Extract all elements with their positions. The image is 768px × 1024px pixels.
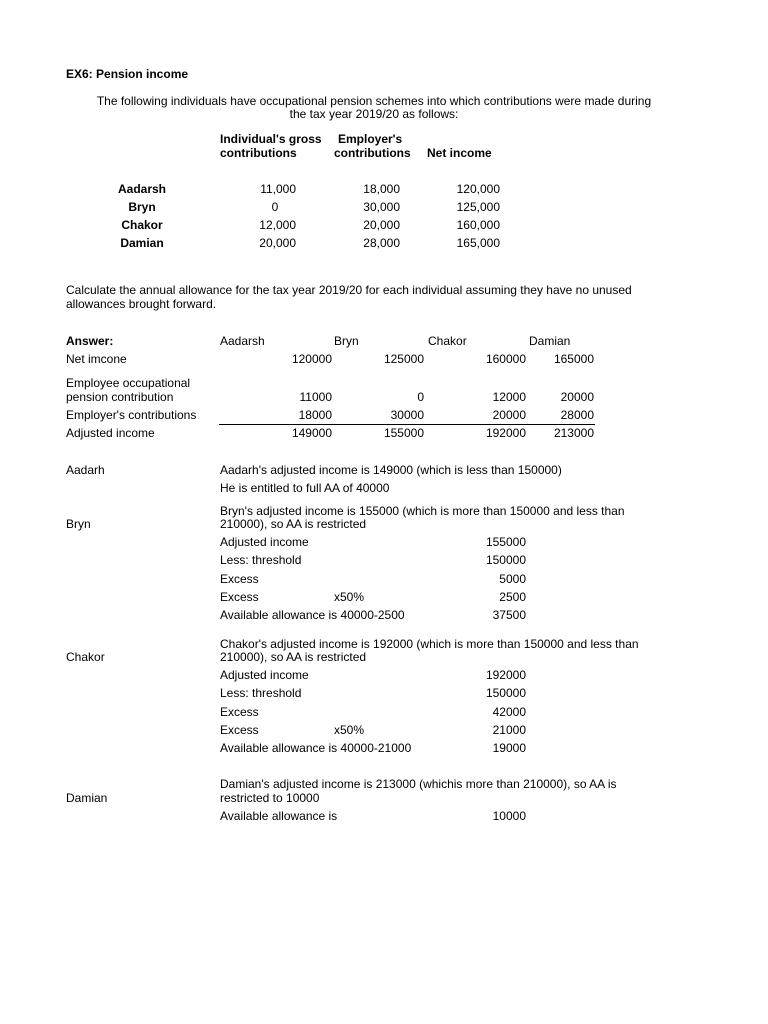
answer-cell: 149000 [291, 426, 332, 440]
answer-cell: 160000 [485, 352, 526, 366]
table1-employer: 20,000 [363, 218, 400, 232]
working-chakor-line-1: Chakor's adjusted income is 192000 (which is more than 150000 and less than [220, 637, 639, 651]
header-net-income: Net income [427, 146, 492, 160]
row-label-net-income: Net imcone [66, 352, 127, 366]
answer-cell: 0 [417, 390, 424, 404]
row-label-employer-contributions: Employer's contributions [66, 408, 197, 422]
answer-cell: 28000 [560, 408, 594, 422]
working-aadarsh-line-2: He is entitled to full AA of 40000 [220, 481, 390, 495]
answer-cell: 20000 [560, 390, 594, 404]
working-row-value: 2500 [499, 590, 526, 604]
table1-net: 125,000 [456, 200, 500, 214]
answer-col-damian: Damian [529, 334, 571, 348]
table1-net: 160,000 [456, 218, 500, 232]
working-row-label: Less: threshold [220, 553, 302, 567]
header-employer-line-1: Employer's [338, 132, 403, 146]
working-name-damian: Damian [66, 791, 108, 805]
table1-name: Damian [120, 236, 164, 250]
row-label-employee-contribution-line-2: pension contribution [66, 390, 174, 404]
working-row-value: 150000 [485, 553, 526, 567]
answer-label: Answer: [66, 334, 114, 348]
table1-net: 120,000 [456, 182, 500, 196]
working-name-bryn: Bryn [66, 517, 91, 531]
working-damian-line-1: Damian's adjusted income is 213000 (whichis more than 210000), so AA is [220, 777, 617, 791]
working-aadarsh-line-1: Aadarh's adjusted income is 149000 (which is less than 150000) [220, 463, 562, 477]
answer-cell: 192000 [485, 426, 526, 440]
working-row-value: 5000 [499, 572, 526, 586]
table1-employer: 18,000 [363, 182, 400, 196]
table1-employer: 30,000 [363, 200, 400, 214]
working-row-label: Available allowance is [220, 809, 338, 823]
working-bryn-line-2: 210000), so AA is restricted [220, 517, 367, 531]
working-row-factor: x50% [334, 723, 365, 737]
question-line-2: allowances brought forward. [66, 297, 217, 311]
row-label-employee-contribution: Employee occupational [66, 376, 191, 390]
working-bryn-line-1: Bryn's adjusted income is 155000 (which is more than 150000 and less than [220, 504, 625, 518]
working-row-label: Available allowance is 40000-2500 [220, 608, 405, 622]
working-name-aadarsh: Aadarh [66, 463, 105, 477]
intro-line-1: The following individuals have occupational pension schemes into which contributions were made during [96, 94, 652, 108]
header-individual-line-2: contributions [220, 146, 297, 160]
intro-line-2: the tax year 2019/20 as follows: [289, 107, 459, 121]
working-row-value: 155000 [485, 535, 526, 549]
working-row-label: Excess [220, 723, 259, 737]
table1-individual: 20,000 [259, 236, 296, 250]
working-row-value: 21000 [492, 723, 526, 737]
answer-cell: 213000 [553, 426, 594, 440]
page-title: EX6: Pension income [66, 67, 189, 81]
header-individual-line-1: Individual's gross [220, 132, 322, 146]
answer-cell: 155000 [383, 426, 424, 440]
table1-employer: 28,000 [363, 236, 400, 250]
answer-cell: 125000 [383, 352, 424, 366]
table1-individual: 11,000 [260, 182, 296, 196]
table1-net: 165,000 [456, 236, 500, 250]
working-row-value: 19000 [492, 741, 526, 755]
answer-cell: 12000 [492, 390, 526, 404]
answer-cell: 165000 [553, 352, 594, 366]
working-row-label: Available allowance is 40000-21000 [220, 741, 412, 755]
table1-individual: 12,000 [259, 218, 296, 232]
working-row-label: Less: threshold [220, 686, 302, 700]
answer-cell: 120000 [291, 352, 332, 366]
working-row-label: Adjusted income [220, 668, 309, 682]
working-row-label: Excess [220, 705, 259, 719]
working-row-label: Excess [220, 590, 259, 604]
working-row-value: 192000 [485, 668, 526, 682]
answer-col-aadarsh: Aadarsh [220, 334, 265, 348]
working-chakor-line-2: 210000), so AA is restricted [220, 650, 367, 664]
row-label-adjusted-income: Adjusted income [66, 426, 155, 440]
answer-cell: 20000 [492, 408, 526, 422]
working-row-value: 10000 [492, 809, 526, 823]
table1-individual: 0 [271, 200, 279, 214]
working-row-value: 150000 [485, 686, 526, 700]
total-rule [219, 424, 595, 425]
working-row-label: Excess [220, 572, 259, 586]
header-employer-line-2: contributions [334, 146, 411, 160]
working-row-value: 37500 [492, 608, 526, 622]
working-row-label: Adjusted income [220, 535, 309, 549]
table1-name: Chakor [121, 218, 163, 232]
question-line-1: Calculate the annual allowance for the tax year 2019/20 for each individual assuming they have no unused [66, 283, 632, 297]
answer-cell: 30000 [390, 408, 424, 422]
working-row-factor: x50% [334, 590, 365, 604]
answer-col-chakor: Chakor [428, 334, 467, 348]
answer-col-bryn: Bryn [334, 334, 359, 348]
working-row-value: 42000 [492, 705, 526, 719]
answer-cell: 18000 [298, 408, 332, 422]
table1-name: Aadarsh [117, 182, 167, 196]
working-damian-line-2: restricted to 10000 [220, 791, 320, 805]
working-name-chakor: Chakor [66, 650, 105, 664]
answer-cell: 11000 [299, 390, 332, 404]
table1-name: Bryn [128, 200, 156, 214]
